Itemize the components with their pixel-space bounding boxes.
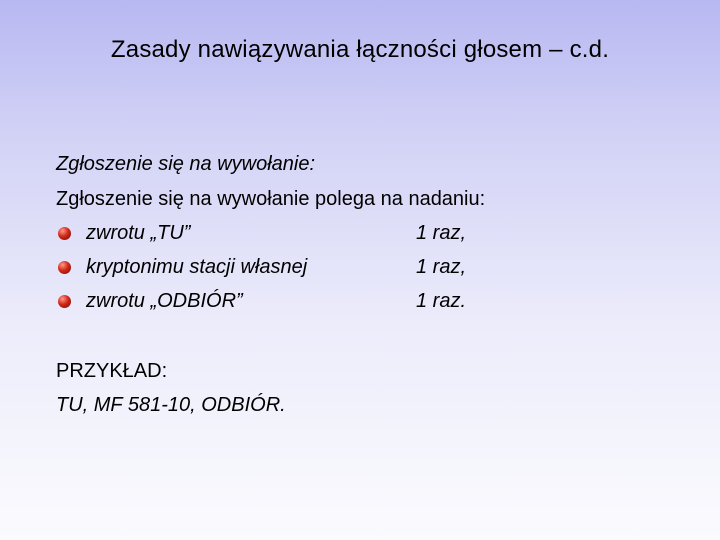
red-sphere-bullet-icon (58, 295, 71, 308)
list-item (56, 218, 536, 252)
list-item-label: zwrotu „ODBIÓR” (86, 290, 243, 312)
list-item-count: 1 raz, (416, 222, 467, 244)
list-item-count: 1 raz, (416, 256, 467, 278)
slide-title: Zasady nawiązywania łączności głosem – c.d. (110, 36, 610, 63)
example-heading: PRZYKŁAD: (56, 360, 168, 382)
list-item (56, 286, 536, 320)
red-sphere-bullet-icon (58, 261, 71, 274)
list-item-label: zwrotu „TU” (86, 222, 191, 244)
list-item (56, 252, 536, 286)
intro-text: Zgłoszenie się na wywołanie polega na nadaniu: (56, 188, 486, 210)
red-sphere-bullet-icon (58, 227, 71, 240)
bullet-list (56, 218, 536, 320)
example-text: TU, MF 581-10, ODBIÓR. (56, 394, 286, 416)
section-heading: Zgłoszenie się na wywołanie: (56, 153, 316, 175)
list-item-label: kryptonimu stacji własnej (86, 256, 308, 278)
list-item-count: 1 raz. (416, 290, 467, 312)
